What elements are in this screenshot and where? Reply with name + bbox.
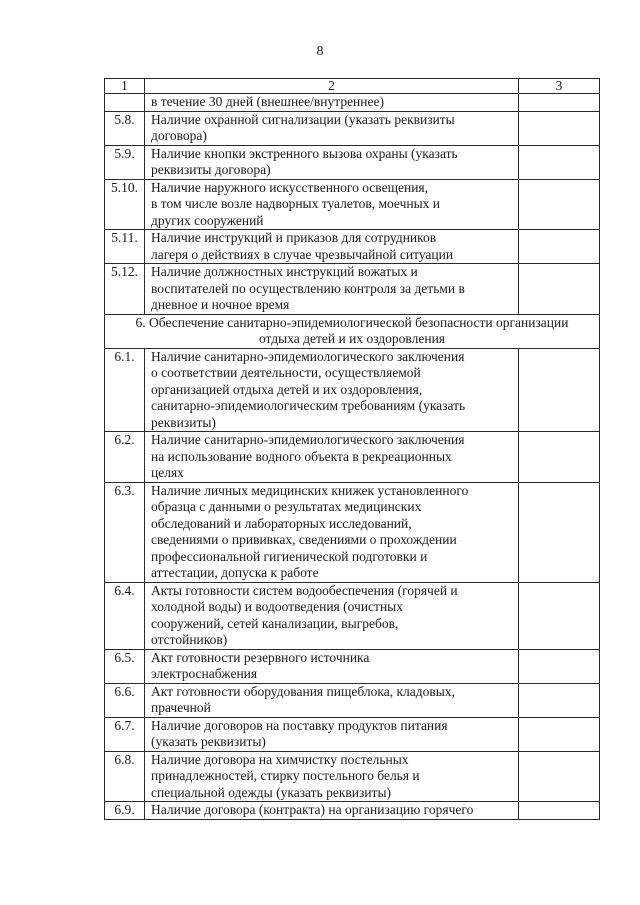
table-row — [105, 802, 600, 820]
table-header-row — [105, 79, 600, 94]
item-description-line: Наличие договора (контракта) на организацию горячего — [151, 802, 474, 817]
item-description-line: сведениями о прививках, сведениями о прохождении — [151, 532, 457, 547]
item-description-line: Акты готовности систем водообеспечения (горячей и — [151, 582, 458, 598]
item-description-line: Наличие договоров на поставку продуктов питания — [151, 717, 448, 733]
item-description-line: принадлежностей, стирку постельного белья и — [151, 768, 420, 783]
item-description-line: других сооружений — [151, 212, 264, 228]
item-number — [105, 94, 145, 112]
answer-cell — [519, 683, 600, 717]
item-description-line: Наличие должностных инструкций вожатых и — [151, 264, 418, 279]
item-number: 6.9. — [105, 802, 145, 820]
section-heading-line: 6. Обеспечение санитарно-эпидемиологической безопасности организации — [135, 314, 569, 330]
table-row — [105, 348, 600, 432]
answer-cell — [519, 751, 600, 802]
item-number: 6.5. — [105, 649, 145, 683]
item-description-line: сооружений, сетей канализации, выгребов, — [151, 615, 399, 631]
answer-cell — [519, 582, 600, 649]
item-description-line: обследований и лабораторных исследований, — [151, 515, 412, 531]
item-description — [145, 111, 519, 145]
item-description-line: (указать реквизиты) — [151, 734, 266, 749]
item-description — [145, 230, 519, 264]
item-description-line: Наличие охранной сигнализации (указать реквизиты — [151, 111, 455, 127]
item-description — [145, 649, 519, 683]
header-col-1: 1 — [105, 79, 145, 94]
table-body — [105, 79, 600, 820]
answer-cell — [519, 94, 600, 112]
item-description-line: на использование водного объекта в рекреационных — [151, 448, 452, 464]
item-description-line: прачечной — [151, 700, 211, 715]
item-description — [145, 802, 519, 820]
table-row — [105, 94, 600, 112]
item-description — [145, 582, 519, 649]
item-description-line: профессиональной гигиенической подготовки и — [151, 548, 428, 564]
item-description-line: холодной воды) и водоотведения (очистных — [151, 599, 403, 614]
item-number: 6.6. — [105, 683, 145, 717]
item-number: 5.8. — [105, 111, 145, 145]
table-row — [105, 649, 600, 683]
table-row — [105, 230, 600, 264]
item-description-line: Наличие наружного искусственного освещения, — [151, 179, 429, 195]
item-description-line: воспитателей по осуществлению контроля за детьми в — [151, 280, 465, 296]
item-description-line: Наличие личных медицинских книжек установленного — [151, 482, 469, 498]
item-description-line: в том числе возле надворных туалетов, моечных и — [151, 196, 441, 211]
answer-cell — [519, 432, 600, 483]
header-col-2: 2 — [145, 79, 519, 94]
answer-cell — [519, 802, 600, 820]
item-description-line: специальной одежды (указать реквизиты) — [151, 784, 392, 800]
item-description-line: Наличие санитарно-эпидемиологического заключения — [151, 432, 465, 447]
item-description-line: договора) — [151, 128, 207, 143]
item-description-line: целях — [151, 465, 184, 480]
item-number: 6.7. — [105, 717, 145, 751]
item-description-line: реквизиты договора) — [151, 162, 271, 177]
item-description-line: о соответствии деятельности, осуществляемой — [151, 365, 421, 380]
item-description-line: Наличие санитарно-эпидемиологического заключения — [151, 348, 465, 364]
item-description — [145, 482, 519, 582]
table-row — [105, 264, 600, 315]
item-description-line: организацией отдыха детей и их оздоровления, — [151, 381, 423, 397]
answer-cell — [519, 482, 600, 582]
item-description-line: Наличие договора на химчистку постельных — [151, 751, 409, 767]
section-heading — [105, 314, 600, 348]
section-heading-line: отдыха детей и их оздоровления — [258, 331, 445, 346]
answer-cell — [519, 717, 600, 751]
item-number: 6.4. — [105, 582, 145, 649]
item-description-line: отстойников) — [151, 632, 228, 647]
table-row — [105, 432, 600, 483]
table-row — [105, 111, 600, 145]
answer-cell — [519, 111, 600, 145]
answer-cell — [519, 649, 600, 683]
item-description — [145, 432, 519, 483]
item-description-line: дневное и ночное время — [151, 297, 290, 312]
item-description — [145, 179, 519, 230]
item-description-line: реквизиты) — [151, 414, 216, 430]
item-description-line: Наличие кнопки экстренного вызова охраны (указать — [151, 145, 458, 161]
item-description — [145, 751, 519, 802]
item-description-line: в течение 30 дней (внешнее/внутреннее) — [151, 94, 384, 109]
header-col-3: 3 — [519, 79, 600, 94]
table-row — [105, 717, 600, 751]
item-description-line: Акт готовности резервного источника — [151, 649, 370, 665]
item-description-line: санитарно-эпидемиологическим требованиям (указать — [151, 398, 466, 413]
table-row — [105, 145, 600, 179]
table-row — [105, 179, 600, 230]
section-heading-row — [105, 314, 600, 348]
item-description — [145, 145, 519, 179]
item-number: 6.2. — [105, 432, 145, 483]
item-description-line: Акт готовности оборудования пищеблока, кладовых, — [151, 683, 455, 699]
item-description-line: лагеря о действиях в случае чрезвычайной ситуации — [151, 246, 454, 262]
item-number: 6.8. — [105, 751, 145, 802]
table-row — [105, 751, 600, 802]
answer-cell — [519, 348, 600, 432]
item-number: 6.1. — [105, 348, 145, 432]
answer-cell — [519, 145, 600, 179]
item-description — [145, 683, 519, 717]
item-description-line: электроснабжения — [151, 666, 258, 681]
checklist-table — [104, 78, 600, 820]
answer-cell — [519, 179, 600, 230]
item-number: 5.11. — [105, 230, 145, 264]
table-row — [105, 482, 600, 582]
item-description — [145, 264, 519, 315]
item-description-line: Наличие инструкций и приказов для сотрудников — [151, 230, 437, 245]
item-number: 5.10. — [105, 179, 145, 230]
item-description-line: образца с данными о результатах медицинских — [151, 499, 422, 514]
item-description-line: аттестации, допуска к работе — [151, 565, 319, 580]
item-number: 6.3. — [105, 482, 145, 582]
table-row — [105, 683, 600, 717]
page-number: 8 — [316, 44, 324, 59]
table-row — [105, 582, 600, 649]
item-number: 5.9. — [105, 145, 145, 179]
item-number: 5.12. — [105, 264, 145, 315]
answer-cell — [519, 264, 600, 315]
item-description — [145, 348, 519, 432]
answer-cell — [519, 230, 600, 264]
item-description — [145, 94, 519, 112]
item-description — [145, 717, 519, 751]
